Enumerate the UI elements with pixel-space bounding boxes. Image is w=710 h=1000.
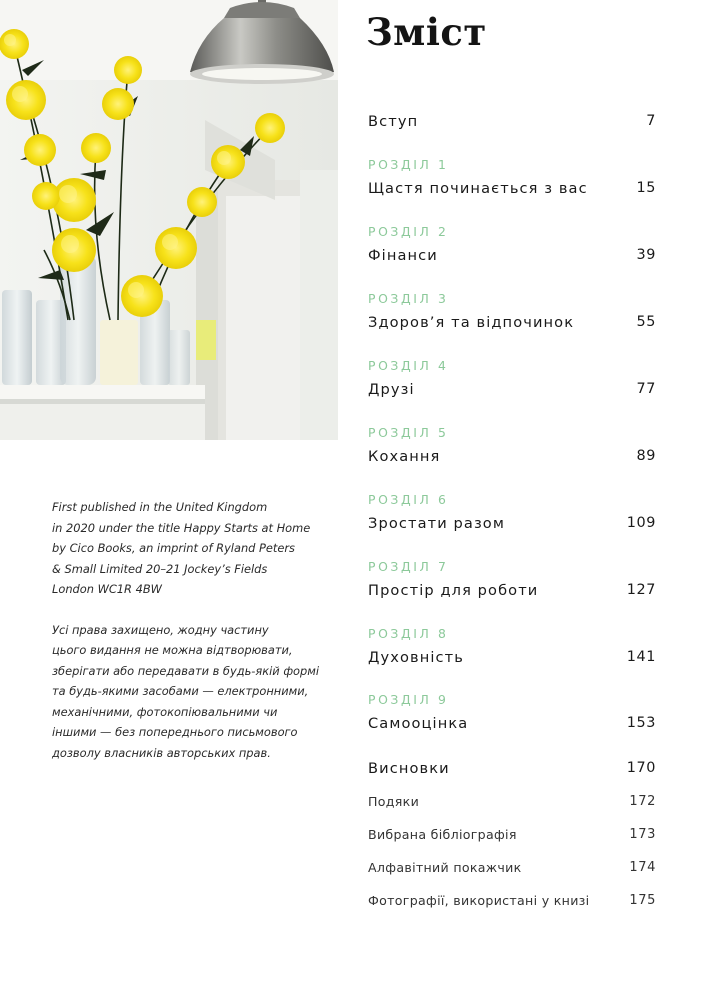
rights-line: механічними, фотокопіювальними чи: [52, 704, 278, 719]
section-label: РОЗДІЛ 6: [368, 492, 449, 507]
toc-entry-label: Фінанси: [368, 247, 438, 264]
section-label: РОЗДІЛ 7: [368, 559, 449, 574]
rights-line: зберігати або передавати в будь-якій формі: [52, 663, 320, 678]
toc-entry-label: Здоров’я та відпочинок: [368, 314, 575, 331]
publication-info: [52, 497, 342, 600]
toc-entry-page: 170: [626, 760, 656, 776]
toc-entry-page: 127: [626, 582, 656, 598]
rights-line: дозволу власників авторських прав.: [52, 745, 271, 760]
publication-line: London WC1R 4BW: [52, 582, 162, 596]
toc-entry-page: 89: [636, 448, 656, 464]
section-label: РОЗДІЛ 1: [368, 157, 449, 172]
section-label: РОЗДІЛ 5: [368, 425, 449, 440]
toc-entry-label: Зростати разом: [368, 515, 505, 532]
toc-entry-label: Фотографії, використані у книзі: [368, 893, 590, 908]
toc-entry-page: 7: [646, 113, 656, 129]
page-title: Зміст: [366, 10, 487, 54]
publication-line: First published in the United Kingdom: [52, 500, 268, 514]
cover-photo-yellow-flowers: [0, 0, 338, 440]
toc-entry-page: 109: [626, 515, 656, 531]
rights-line: іншими — без попереднього письмового: [52, 725, 298, 739]
toc-entry-label: Друзі: [368, 381, 415, 398]
toc-entry-label: Вступ: [368, 113, 419, 130]
toc-entry-page: 77: [636, 381, 656, 397]
toc-entry-page: 172: [629, 794, 656, 809]
toc-entry-label: Духовність: [368, 649, 464, 666]
toc-entry-page: 153: [626, 715, 656, 731]
toc-entry-page: 141: [626, 649, 656, 665]
toc-entry-label: Самооцінка: [368, 715, 469, 732]
toc-entry-label: Вибрана бібліографія: [368, 827, 517, 842]
toc-entry-page: 15: [636, 180, 656, 196]
toc-entry-page: 55: [636, 314, 656, 330]
section-label: РОЗДІЛ 4: [368, 358, 449, 373]
toc-entry-page: 174: [629, 860, 656, 875]
imprint: [52, 497, 342, 763]
toc-entry-page: 39: [636, 247, 656, 263]
section-label: РОЗДІЛ 2: [368, 224, 449, 239]
section-label: РОЗДІЛ 3: [368, 291, 449, 306]
toc-entry-label: Простір для роботи: [368, 582, 539, 599]
publication-line: in 2020 under the title Happy Starts at Home: [52, 520, 311, 535]
rights-line: цього видання не можна відтворювати,: [52, 643, 293, 657]
rights-line: та будь-якими засобами — електронними,: [52, 684, 309, 698]
section-label: РОЗДІЛ 9: [368, 692, 449, 707]
toc-entry-label: Висновки: [368, 760, 450, 777]
toc-entry-label: Алфавітний покажчик: [368, 860, 522, 875]
toc-entry-label: Подяки: [368, 794, 420, 809]
toc-entry-page: 173: [629, 827, 656, 842]
rights-notice: [52, 620, 342, 764]
rights-line: Усі права захищено, жодну частину: [52, 622, 269, 637]
publication-line: & Small Limited 20–21 Jockey’s Fields: [52, 561, 268, 576]
toc-entry-page: 175: [629, 893, 656, 908]
toc-entry-label: Щастя починається з вас: [368, 180, 588, 197]
section-label: РОЗДІЛ 8: [368, 626, 449, 641]
publication-line: by Cico Books, an imprint of Ryland Peters: [52, 541, 295, 555]
toc-entry-label: Кохання: [368, 448, 441, 465]
